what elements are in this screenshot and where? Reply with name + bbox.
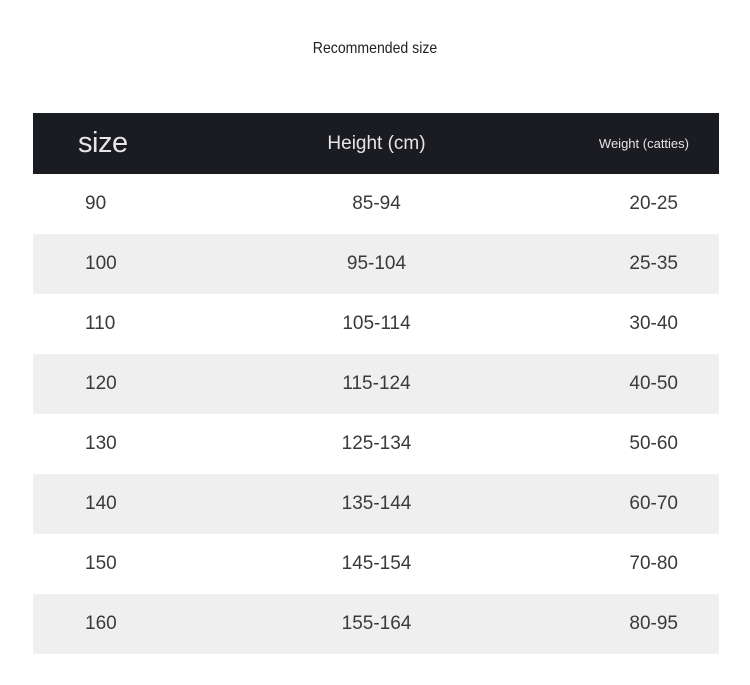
height-cell: 115-124 — [262, 354, 491, 414]
table-row — [33, 174, 719, 234]
height-cell: 85-94 — [352, 193, 401, 214]
weight-cell: 80-95 — [491, 594, 719, 654]
weight-cell: 30-40 — [629, 313, 678, 334]
table-row — [33, 594, 719, 654]
weight-cell: 40-50 — [491, 354, 719, 414]
weight-cell: 60-70 — [491, 474, 719, 534]
table-row — [33, 474, 719, 534]
size-cell: 90 — [85, 193, 107, 214]
table-row — [33, 414, 719, 474]
size-cell: 140 — [33, 474, 262, 534]
weight-cell: 25-35 — [491, 234, 719, 294]
size-cell: 150 — [85, 553, 117, 574]
page-title: Recommended size — [312, 40, 438, 57]
table-header-row — [33, 113, 719, 174]
weight-cell: 20-25 — [629, 193, 678, 214]
table-row — [33, 234, 719, 294]
size-cell: 120 — [33, 354, 262, 414]
size-chart-table — [33, 113, 719, 654]
header-height: Height (cm) — [327, 132, 426, 154]
weight-cell: 50-60 — [629, 433, 678, 454]
table-row — [33, 534, 719, 594]
weight-cell: 70-80 — [629, 553, 678, 574]
height-cell: 105-114 — [342, 313, 411, 334]
height-cell: 155-164 — [262, 594, 491, 654]
height-cell: 95-104 — [262, 234, 491, 294]
size-cell: 100 — [33, 234, 262, 294]
height-cell: 125-134 — [341, 433, 412, 454]
table-row — [33, 354, 719, 414]
table-row — [33, 294, 719, 354]
header-size: size — [78, 127, 128, 159]
height-cell: 145-154 — [341, 553, 412, 574]
size-cell: 110 — [85, 313, 116, 334]
size-cell: 130 — [85, 433, 117, 454]
size-cell: 160 — [33, 594, 262, 654]
header-weight: Weight (catties) — [598, 136, 689, 151]
height-cell: 135-144 — [262, 474, 491, 534]
